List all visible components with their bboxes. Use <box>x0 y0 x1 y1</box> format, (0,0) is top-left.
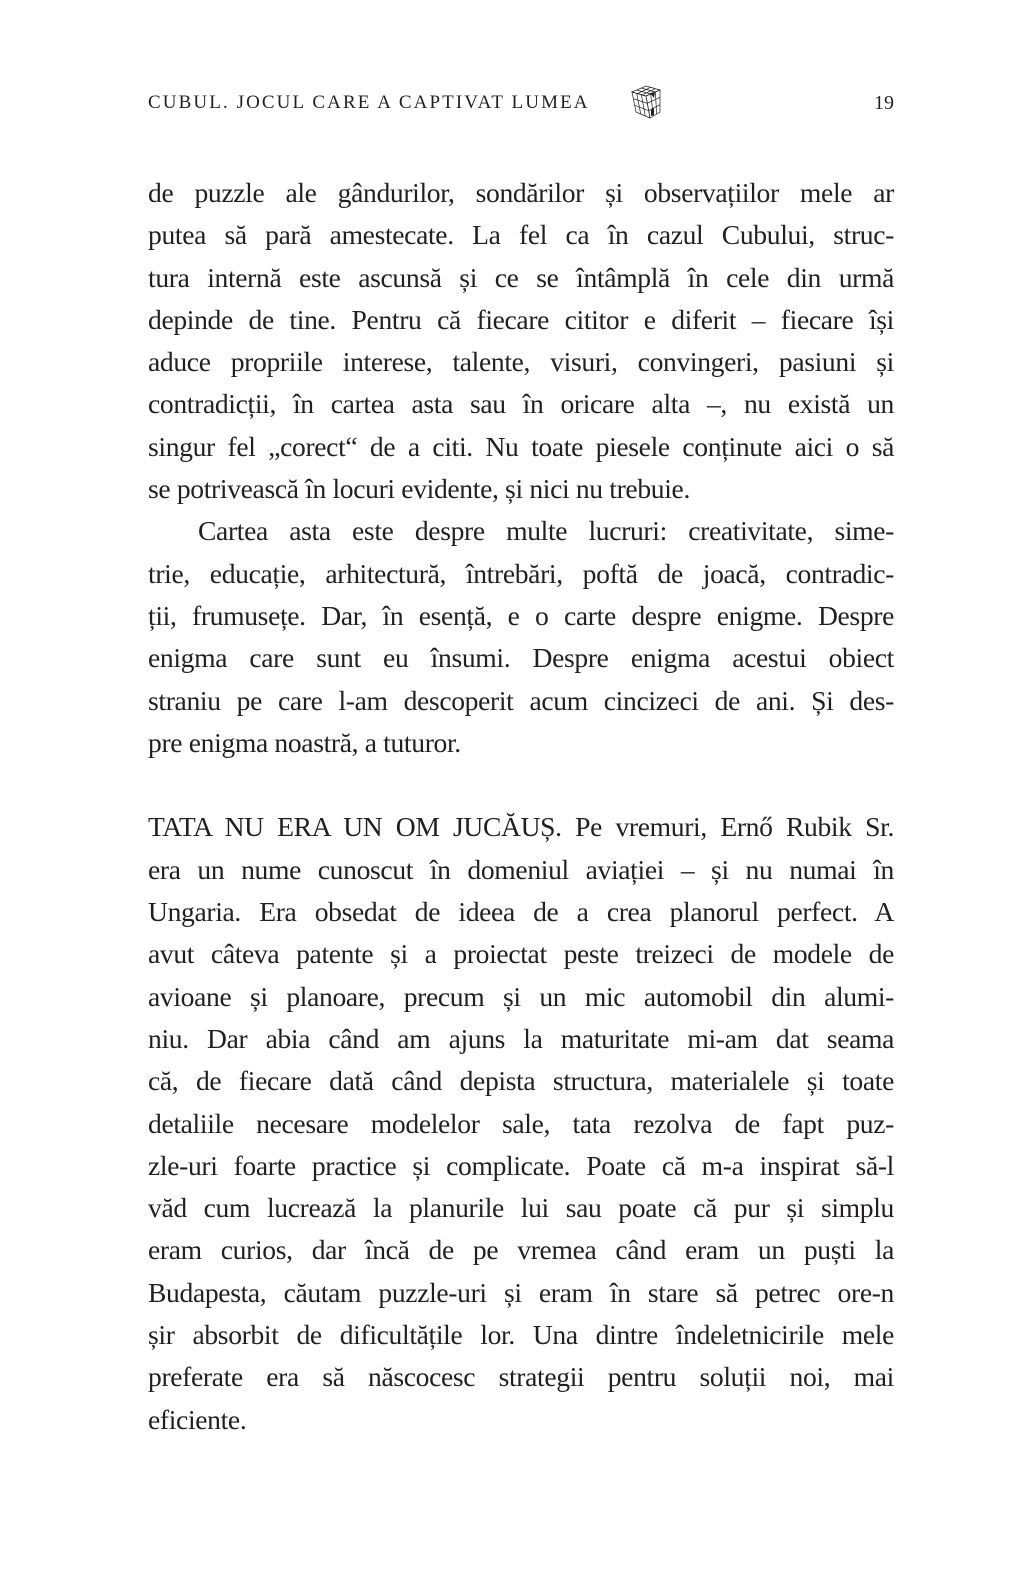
text-line: se potrivească în locuri evidente, și nici nu trebuie. <box>148 473 690 505</box>
page-number: 19 <box>874 92 894 114</box>
paragraph-book-about <box>148 510 894 764</box>
paragraph-intro <box>148 172 894 510</box>
rubiks-cube-icon <box>624 82 664 122</box>
text-line: Ungaria. Era obsedat de ideea de a crea planorul perfect. A <box>148 896 894 928</box>
body-text <box>148 172 894 1441</box>
text-line: singur fel „corect“ de a citi. Nu toate piesele conținute aici o să <box>148 430 894 462</box>
text-line: eficiente. <box>148 1403 247 1435</box>
text-line: pre enigma noastră, a tuturor. <box>148 726 461 758</box>
section-break <box>148 764 894 806</box>
text-line: niu. Dar abia când am ajuns la maturitate mi-am dat seama <box>148 1022 894 1054</box>
text-line: enigma care sunt eu însumi. Despre enigma acestui obiect <box>148 642 894 674</box>
text-line: eram curios, dar încă de pe vremea când eram un puști la <box>148 1234 894 1266</box>
text-line: detaliile necesare modelelor sale, tata rezolva de fapt puz- <box>148 1107 894 1139</box>
text-line: că, de fiecare dată când depista structura, materialele și toate <box>148 1065 894 1097</box>
text-line: preferate era să născocesc strategii pentru soluții noi, mai <box>148 1361 894 1393</box>
text-line: Budapesta, căutam puzzle-uri și eram în stare să petrec ore-n <box>148 1276 894 1308</box>
running-header <box>148 88 894 124</box>
paragraph-father <box>148 806 894 1440</box>
text-line: zle-uri foarte practice și complicate. Poate că m-a inspirat să-l <box>148 1149 894 1181</box>
text-line: văd cum lucrează la planurile lui sau poate că pur și simplu <box>148 1192 894 1224</box>
text-line: trie, educație, arhitectură, întrebări, poftă de joacă, contradic- <box>148 557 894 589</box>
text-line: avioane și planoare, precum și un mic automobil din alumi- <box>148 980 894 1012</box>
text-line: era un nume cunoscut în domeniul aviației – și nu numai în <box>148 853 894 885</box>
text-line: straniu pe care l-am descoperit acum cincizeci de ani. Și des- <box>148 684 894 716</box>
text-line: șir absorbit de dificultățile lor. Una dintre îndeletnicirile mele <box>148 1319 894 1351</box>
running-title: CUBUL. JOCUL CARE A CAPTIVAT LUMEA <box>148 92 590 113</box>
text-line: aduce propriile interese, talente, visuri, convingeri, pasiuni și <box>148 346 894 378</box>
text-line: avut câteva patente și a proiectat peste treizeci de modele de <box>148 938 894 970</box>
text-line: tura internă este ascunsă și ce se întâmplă în cele din urmă <box>148 261 894 293</box>
text-line: ții, frumusețe. Dar, în esență, e o carte despre enigme. Despre <box>148 599 894 631</box>
text-line: de puzzle ale gândurilor, sondărilor și observațiilor mele ar <box>148 177 894 208</box>
text-line: contradicții, în cartea asta sau în oricare alta –, nu există un <box>148 388 894 420</box>
text-line: putea să pară amestecate. La fel ca în cazul Cubului, struc- <box>148 219 894 251</box>
text-line: depinde de tine. Pentru că fiecare cititor e diferit – fiecare își <box>148 303 894 335</box>
text-line: TATA NU ERA UN OM JUCĂUȘ. Pe vremuri, Ernő Rubik Sr. <box>148 811 894 843</box>
text-line: Cartea asta este despre multe lucruri: creativitate, sime- <box>198 515 894 547</box>
